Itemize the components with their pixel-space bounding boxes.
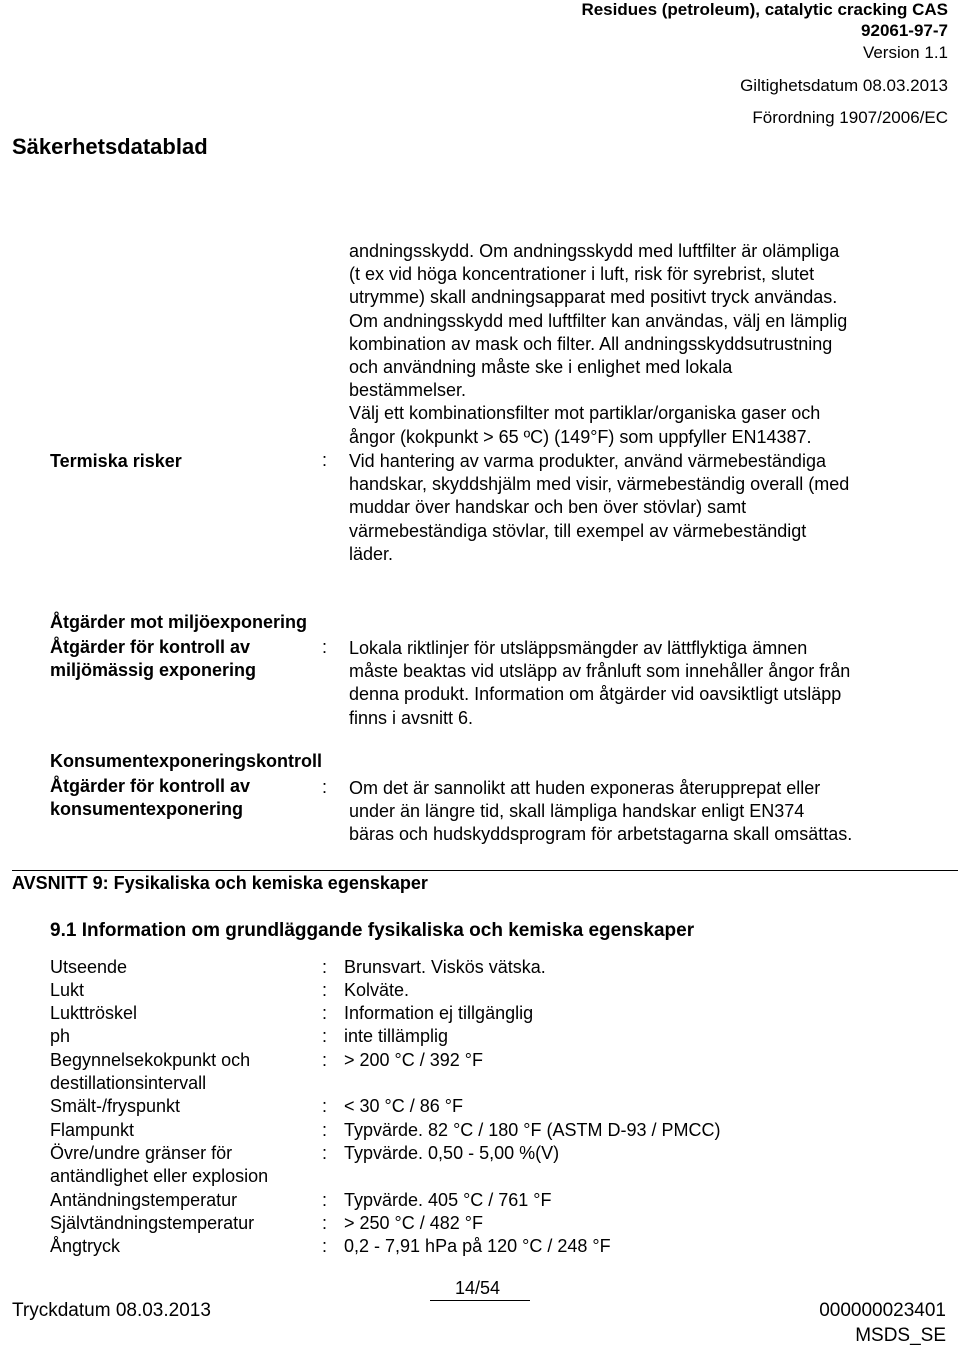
environment-colon: :	[322, 637, 328, 657]
text-line: och användning måste ske i enlighet med lokala	[349, 357, 733, 378]
text-line: Om andningsskydd med luftfilter kan användas, välj en lämplig	[349, 310, 848, 331]
property-colon: :	[322, 1213, 328, 1233]
thermal-hazards-text	[349, 450, 939, 566]
section-9-1-title: 9.1 Information om grundläggande fysikaliska och kemiska egenskaper	[50, 920, 695, 941]
property-value: Information ej tillgänglig	[344, 1003, 534, 1023]
property-value: 0,2 - 7,91 hPa på 120 °C / 248 °F	[344, 1236, 611, 1256]
page-number: 14/54	[455, 1278, 501, 1298]
regulation: Förordning 1907/2006/EC	[752, 108, 948, 127]
consumer-control-label	[50, 775, 250, 821]
property-label-line: ph	[50, 1026, 71, 1046]
property-label	[50, 1189, 312, 1212]
property-value: Brunsvart. Viskös vätska.	[344, 957, 546, 977]
text-line: Lokala riktlinjer för utsläppsmängder av lättflyktiga ämnen	[349, 638, 808, 658]
property-label-line: Smält-/fryspunkt	[50, 1096, 181, 1116]
document-code: MSDS_SE	[855, 1325, 946, 1346]
property-value: Kolväte.	[344, 980, 410, 1000]
label-line: miljömässig exponering	[50, 660, 257, 680]
label-line: konsumentexponering	[50, 799, 244, 819]
text-line: kombination av mask och filter. All andningsskyddsutrustning	[349, 333, 833, 354]
text-line: läder.	[349, 543, 394, 564]
property-label-line: Begynnelsekokpunkt och	[50, 1050, 251, 1070]
thermal-colon: :	[322, 450, 328, 470]
text-line: måste beaktas vid utsläpp av frånluft som innehåller ångor från	[349, 661, 851, 682]
text-line: finns i avsnitt 6.	[349, 707, 474, 728]
property-value: > 250 °C / 482 °F	[344, 1213, 483, 1233]
property-label-line: Antändningstemperatur	[50, 1190, 238, 1210]
property-label	[50, 1095, 312, 1118]
validity-date: Giltighetsdatum 08.03.2013	[740, 76, 948, 95]
product-name: Residues (petroleum), catalytic cracking CAS	[581, 0, 948, 19]
property-colon: :	[322, 1026, 328, 1046]
property-colon: :	[322, 1050, 328, 1070]
text-line: handskar, skyddshjälm med visir, värmebeständig overall (med	[349, 474, 850, 495]
property-colon: :	[322, 1096, 328, 1116]
consumer-heading: Konsumentexponeringskontroll	[50, 751, 323, 771]
section-9-title: AVSNITT 9: Fysikaliska och kemiska egenskaper	[12, 873, 428, 893]
text-line: Vid hantering av varma produkter, använd värmebeständiga	[349, 451, 826, 471]
environment-control-text	[349, 637, 939, 730]
property-label-line: Övre/undre gränser för	[50, 1143, 233, 1163]
label-line: Åtgärder för kontroll av	[50, 776, 251, 796]
consumer-control-text	[349, 777, 939, 847]
version: Version 1.1	[862, 43, 948, 62]
text-line: andningsskydd. Om andningsskydd med luftfilter är olämpliga	[349, 241, 840, 261]
text-line: muddar över handskar och ben över stövlar) samt	[349, 497, 747, 518]
property-label	[50, 1119, 312, 1142]
cas-number: 92061-97-7	[861, 21, 948, 40]
property-label	[50, 956, 312, 979]
text-line: bestämmelser.	[349, 380, 467, 401]
section-divider	[12, 870, 958, 871]
property-label	[50, 1002, 312, 1025]
property-colon: :	[322, 1143, 328, 1163]
text-line: denna produkt. Information om åtgärder vid oavsiktligt utsläpp	[349, 684, 842, 705]
property-label-line: Flampunkt	[50, 1120, 135, 1140]
environment-heading: Åtgärder mot miljöexponering	[50, 612, 308, 632]
property-value: Typvärde. 405 °C / 761 °F	[344, 1190, 552, 1210]
property-colon: :	[322, 1236, 328, 1256]
property-value: > 200 °C / 392 °F	[344, 1050, 483, 1070]
property-label	[50, 979, 312, 1002]
property-colon: :	[322, 957, 328, 977]
text-line: värmebeständiga stövlar, till exempel av värmebeständigt	[349, 520, 807, 541]
property-colon: :	[322, 1003, 328, 1023]
property-label-line: Ångtryck	[50, 1236, 121, 1256]
property-label	[50, 1212, 312, 1235]
property-colon: :	[322, 980, 328, 1000]
thermal-hazards-label: Termiska risker	[50, 451, 182, 471]
consumer-colon: :	[322, 777, 328, 797]
print-date: Tryckdatum 08.03.2013	[12, 1300, 211, 1321]
text-line: Om det är sannolikt att huden exponeras återupprepat eller	[349, 778, 821, 798]
property-label-line: antändlighet eller explosion	[50, 1166, 269, 1186]
text-line: ångor (kokpunkt > 65 ºC) (149°F) som uppfyller EN14387.	[349, 426, 812, 447]
environment-control-label	[50, 636, 256, 682]
property-label-line: Lukttröskel	[50, 1003, 138, 1023]
property-colon: :	[322, 1190, 328, 1210]
property-label-line: Lukt	[50, 980, 85, 1000]
label-line: Åtgärder för kontroll av	[50, 637, 251, 657]
property-value: < 30 °C / 86 °F	[344, 1096, 463, 1116]
text-line: Välj ett kombinationsfilter mot partiklar/organiska gaser och	[349, 403, 821, 424]
document-title: Säkerhetsdatablad	[12, 134, 208, 159]
text-line: (t ex vid höga koncentrationer i luft, risk för syrebrist, slutet	[349, 264, 815, 285]
property-label-line: destillationsintervall	[50, 1073, 207, 1093]
property-label-line: Självtändningstemperatur	[50, 1213, 255, 1233]
property-label	[50, 1142, 312, 1188]
property-value: inte tillämplig	[344, 1026, 449, 1046]
property-value: Typvärde. 82 °C / 180 °F (ASTM D-93 / PMCC)	[344, 1120, 721, 1140]
property-label	[50, 1025, 312, 1048]
property-label	[50, 1235, 312, 1258]
text-line: utrymme) skall andningsapparat med positivt tryck användas.	[349, 287, 838, 308]
property-value: Typvärde. 0,50 - 5,00 %(V)	[344, 1143, 560, 1163]
document-number: 000000023401	[819, 1300, 946, 1321]
property-label-line: Utseende	[50, 957, 128, 977]
property-colon: :	[322, 1120, 328, 1140]
page-number-rule	[430, 1300, 530, 1301]
respiratory-protection-text	[349, 240, 939, 449]
text-line: bäras och hudskyddsprogram för arbetstagarna skall omsättas.	[349, 824, 853, 845]
property-label	[50, 1049, 312, 1095]
text-line: under än längre tid, skall lämpliga handskar enligt EN374	[349, 801, 805, 822]
